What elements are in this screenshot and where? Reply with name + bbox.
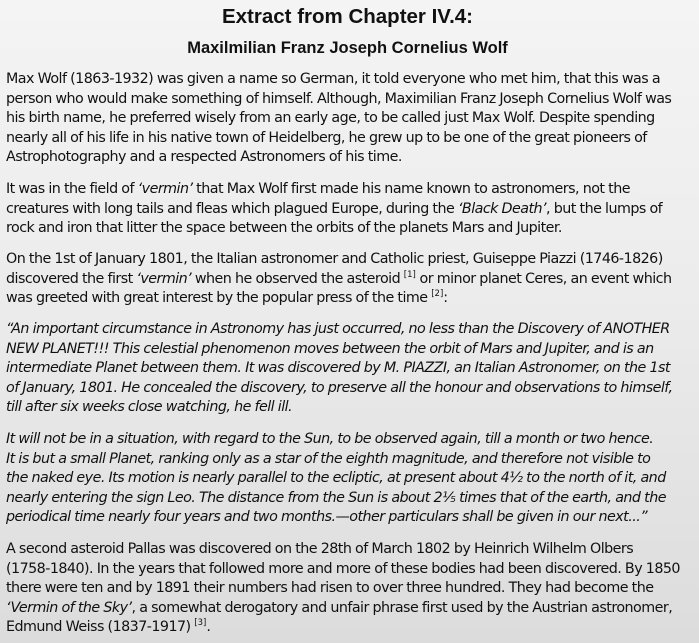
text-line: till after six weeks close watching, he fell ill.	[6, 399, 293, 416]
text-run: discovered the first	[6, 270, 137, 287]
text-line: It will not be in a situation, with regard to the Sun, to be observed again, till a month or two hence.	[6, 431, 654, 447]
text-run: It was in the field of	[6, 181, 138, 197]
text-line: there were ten and by 1891 their numbers had risen to over three hundred. They had become the	[6, 580, 654, 597]
text-line	[6, 270, 671, 290]
page-title: Extract from Chapter IV.4:	[221, 5, 473, 28]
text-run: Edmund Weiss (1837-1917)	[6, 619, 195, 636]
text-line: nearly entering the sign Leo. The distance from the Sun is about 2⅕ times that of the earth, and the	[6, 489, 666, 506]
text-run: , but the lumps of	[546, 200, 663, 217]
footnote-ref-2[interactable]: [2]	[431, 289, 444, 300]
text-line: nearly all of his life in his native town of Heidelberg, he grew up to be one of the great pioneers of	[6, 129, 647, 146]
text-line: of January, 1801. He concealed the discovery, to preserve all the honour and observations to himself,	[6, 379, 673, 396]
text-line: (1758-1840). In the years that followed more and more of these bodies had been discovered. By 1850	[6, 560, 680, 577]
paragraph-pallas	[6, 540, 680, 638]
emphasis-vermin-of-the-sky: ‘Vermin of the Sky’	[6, 599, 132, 616]
paragraph-vermin	[6, 180, 662, 239]
text-run: creatures with long tails and fleas which plagued Europe, during the	[6, 200, 458, 217]
footnote-ref-3[interactable]: [3]	[194, 618, 207, 629]
text-line: On the 1st of January 1801, the Italian astronomer and Catholic priest, Guiseppe Piazzi (1746-1826)	[6, 251, 663, 267]
text-line: Astrophotography and a respected Astronomers of his time.	[6, 149, 402, 166]
text-run: :	[443, 290, 448, 307]
text-line: the naked eye. Its motion is nearly parallel to the ecliptic, at present about 4½ to the north of it, and	[6, 470, 666, 487]
text-line: It is but a small Planet, ranking only as a star of the eighth magnitude, and therefore not visible to	[6, 450, 651, 467]
paragraph-piazzi	[6, 250, 671, 309]
text-line	[6, 289, 671, 309]
text-line: intermediate Planet between them. It was discovered by M. PIAZZI, an Italian Astronomer, on the 1st	[6, 360, 670, 377]
text-line	[6, 618, 680, 638]
emphasis-black-death: ‘Black Death’	[457, 200, 547, 217]
page-subtitle: Maxilmilian Franz Joseph Cornelius Wolf	[187, 39, 508, 57]
text-line	[6, 599, 680, 619]
emphasis-vermin: ‘vermin’	[136, 270, 192, 287]
text-line: rock and iron that litter the space between the orbits of the planets Mars and Jupiter.	[6, 220, 562, 237]
paragraph-intro	[6, 70, 671, 168]
text-run: .	[206, 619, 211, 636]
text-line: NEW PLANET!!! This celestial phenomenon moves between the orbit of Mars and Jupiter, and is an	[6, 340, 654, 357]
text-run: when he observed the asteroid	[191, 270, 404, 287]
text-run: that Max Wolf first made his name known to astronomers, not the	[192, 181, 630, 197]
text-line	[6, 200, 662, 220]
quote-part-1	[6, 320, 673, 418]
footnote-ref-1[interactable]: [1]	[403, 269, 416, 280]
quote-part-2	[6, 430, 666, 528]
text-line: Max Wolf (1863-1932) was given a name so German, it told everyone who met him, that this was a	[6, 71, 661, 87]
text-line: periodical time nearly four years and two months.—other particulars shall be given in our next...”	[6, 509, 648, 526]
text-line: his birth name, he preferred wisely from an early age, to be called just Max Wolf. Despite spending	[6, 110, 655, 127]
text-line	[6, 180, 662, 200]
text-run: was greeted with great interest by the popular press of the time	[6, 290, 432, 307]
emphasis-vermin: ‘vermin’	[137, 181, 193, 197]
text-line: “An important circumstance in Astronomy has just occurred, no less than the Discovery of ANOTHER	[6, 321, 670, 337]
text-run: or minor planet Ceres, an event which	[415, 270, 672, 287]
text-run: , a somewhat derogatory and unfair phrase first used by the Austrian astronomer,	[131, 599, 673, 616]
text-line: A second asteroid Pallas was discovered on the 28th of March 1802 by Heinrich Wilhelm Olbers	[6, 541, 634, 557]
text-line: person who would make something of himself. Although, Maximilian Franz Joseph Cornelius Wolf was	[6, 90, 672, 107]
